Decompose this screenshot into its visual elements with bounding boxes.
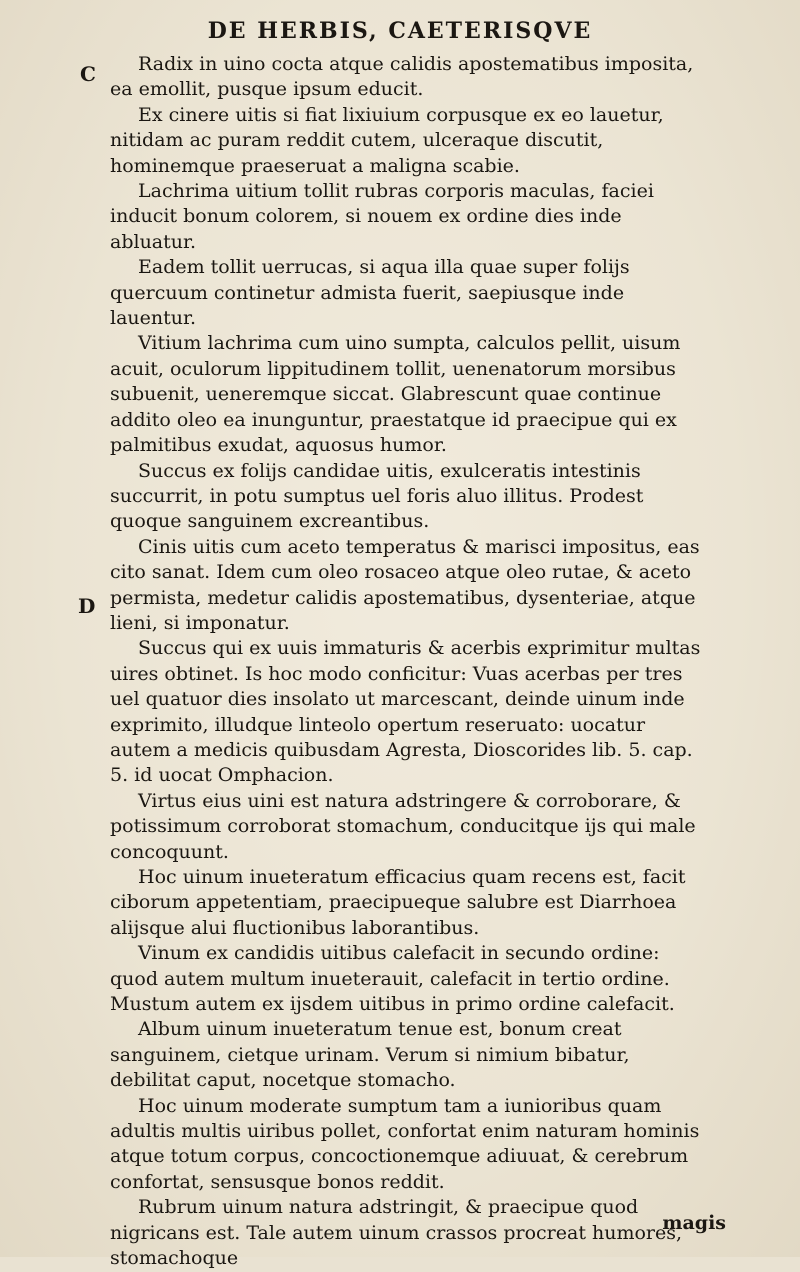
paragraph: Hoc uinum moderate sumptum tam a iunioribus quam adultis multis uiribus pollet, confortat enim naturam hominis atque totum corpus, concoctionemque adiuuat, & cerebrum confortat, sensusque bonos reddit. [110,1094,700,1193]
text-body [110,52,710,1272]
paragraph: Succus qui ex uuis immaturis & acerbis exprimitur multas uires obtinet. Is hoc modo conficitur: Vuas acerbas per tres uel quatuor dies insolato ut marcescant, deinde uinum inde exprimito, illudque linteolo opertum reseruato: uocatur autem a medicis quibusdam Agresta, Dioscorides lib. 5. cap. 5. id uocat Omphacion. [110,637,701,787]
paragraph: Vitium lachrima cum uino sumpta, calculos pellit, uisum acuit, oculorum lippitudinem tollit, uenenatorum morsibus subuenit, ueneremque siccat. Glabrescunt quae continue addito oleo ea inunguntur, praestatque id praecipue qui ex palmitibus exudat, aquosus humor. [110,332,681,457]
paragraph: Virtus eius uini est natura adstringere & corroborare, & potissimum corroborat stomachum, conducitque ijs qui male concoquunt. [110,789,696,863]
paragraph: Succus ex folijs candidae uitis, exulceratis intestinis succurrit, in potu sumptus uel foris aluo illitus. Prodest quoque sanguinem excreantibus. [110,459,644,533]
paragraph: Eadem tollit uerrucas, si aqua illa quae super folijs quercuum continetur admista fuerit, saepiusque inde lauentur. [110,256,630,330]
paragraph: Lachrima uitium tollit rubras corporis maculas, faciei inducit bonum colorem, si nouem ex ordine dies inde abluatur. [110,180,654,253]
paragraph: Vinum ex candidis uitibus calefacit in secundo ordine: quod autem multum inueterauit, calefacit in tertio ordine. Mustum autem ex ijsdem uitibus in primo ordine calefacit. [110,942,675,1016]
paragraph: Ex cinere uitis si fiat lixiuium corpusque ex eo lauetur, nitidam ac puram reddit cutem, ulceraque discutit, hominemque praeseruat a maligna scabie. [110,103,664,177]
paragraph: Cinis uitis cum aceto temperatus & marisci impositus, eas cito sanat. Idem cum oleo rosaceo atque oleo rutae, & aceto permista, medetur calidis apostematibus, dysenteriae, atque lieni, si imponatur. [110,535,700,634]
paragraph: Rubrum uinum natura adstringit, & praecipue quod nigricans est. Tale autem uinum crassos procreat humores, stomachoque [110,1196,683,1270]
running-header: DE HERBIS, CAETERISQVE [207,18,593,44]
paragraph: Album uinum inueteratum tenue est, bonum creat sanguinem, cietque urinam. Verum si nimium bibatur, debilitat caput, nocetque stomacho. [110,1018,630,1092]
margin-letter-d: D [78,594,96,618]
paragraph: Hoc uinum inueteratum efficacius quam recens est, facit ciborum appetentiam, praecipueque salubre est Diarrhoea alijsque alui fluctionibus laborantibus. [110,866,686,939]
catchword: magis [662,1212,726,1234]
paragraph: Radix in uino cocta atque calidis apostematibus imposita, ea emollit, pusque ipsum educit. [110,53,694,101]
margin-letter-c: C [80,62,96,86]
